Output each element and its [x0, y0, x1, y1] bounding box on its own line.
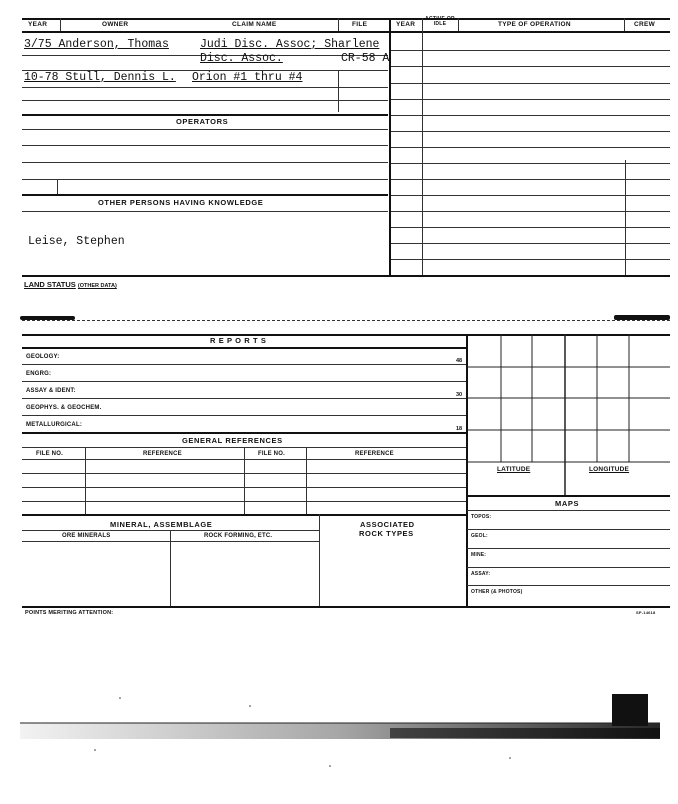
claim-entry-1: Judi Disc. Assoc; Sharlene	[200, 38, 380, 51]
report-geophys: GEOPHYS. & GEOCHEM.	[26, 405, 102, 411]
associated-rock-line1: ASSOCIATED	[360, 520, 415, 529]
points-meriting-label: POINTS MERITING ATTENTION:	[25, 610, 114, 616]
ref-col-file-1: FILE NO.	[36, 451, 63, 457]
general-references-heading: GENERAL REFERENCES	[182, 436, 283, 445]
owner-header: OWNER	[102, 21, 129, 28]
associated-rock-line2: ROCK TYPES	[359, 529, 414, 538]
ref-col-file-2: FILE NO.	[258, 451, 285, 457]
report-num-18: 18	[456, 426, 463, 432]
form-number: SP-14618	[636, 610, 656, 615]
longitude-label: LONGITUDE	[589, 466, 630, 473]
ref-col-reference-1: REFERENCE	[143, 451, 182, 457]
maps-assay: ASSAY:	[471, 571, 491, 577]
claim-name-header: CLAIM NAME	[232, 21, 277, 28]
maps-mine: MINE:	[471, 552, 487, 558]
report-metallurgical: METALLURGICAL:	[26, 422, 83, 428]
crew-header: CREW	[634, 21, 656, 28]
other-person-entry: Leise, Stephen	[28, 235, 125, 248]
reports-heading: R E P O R T S	[210, 336, 267, 345]
land-status-label: LAND STATUS	[24, 280, 76, 289]
report-geology: GEOLOGY:	[26, 354, 60, 360]
type-operation-header: TYPE OF OPERATION	[498, 21, 571, 28]
land-status-sub: (OTHER DATA)	[77, 283, 117, 289]
scan-noise-band	[0, 690, 678, 800]
year2-header: YEAR	[396, 21, 416, 28]
ref-col-reference-2: REFERENCE	[355, 451, 394, 457]
report-engrg: ENGRG:	[26, 371, 52, 377]
maps-topos: TOPOS:	[471, 514, 492, 520]
maps-other: OTHER (& PHOTOS)	[471, 589, 523, 595]
other-persons-heading: OTHER PERSONS HAVING KNOWLEDGE	[98, 198, 264, 207]
land-status-heading	[24, 280, 117, 289]
file-header: FILE	[352, 21, 368, 28]
mineral-assemblage-heading: MINERAL, ASSEMBLAGE	[110, 520, 213, 529]
report-num-48: 48	[456, 358, 463, 364]
claim-entry-2: Disc. Assoc.	[200, 52, 283, 65]
report-assay: ASSAY & IDENT:	[26, 388, 76, 394]
year-header: YEAR	[28, 21, 48, 28]
active-idle-header: ACTIVE OR IDLE	[425, 16, 455, 27]
maps-geol: GEOL:	[471, 533, 488, 539]
file-entry-2: CR-58 A	[341, 52, 390, 65]
operators-heading: OPERATORS	[176, 117, 229, 126]
owner-entry-1: 3/75 Anderson, Thomas	[24, 38, 169, 51]
rock-forming-label: ROCK FORMING, ETC.	[204, 533, 273, 539]
owner-entry-3: 10-78 Stull, Dennis L.	[24, 71, 176, 84]
report-num-30: 30	[456, 392, 463, 398]
maps-heading: MAPS	[555, 499, 580, 508]
latitude-label: LATITUDE	[497, 466, 531, 473]
claim-entry-3: Orion #1 thru #4	[192, 71, 303, 84]
ore-minerals-label: ORE MINERALS	[62, 533, 111, 539]
